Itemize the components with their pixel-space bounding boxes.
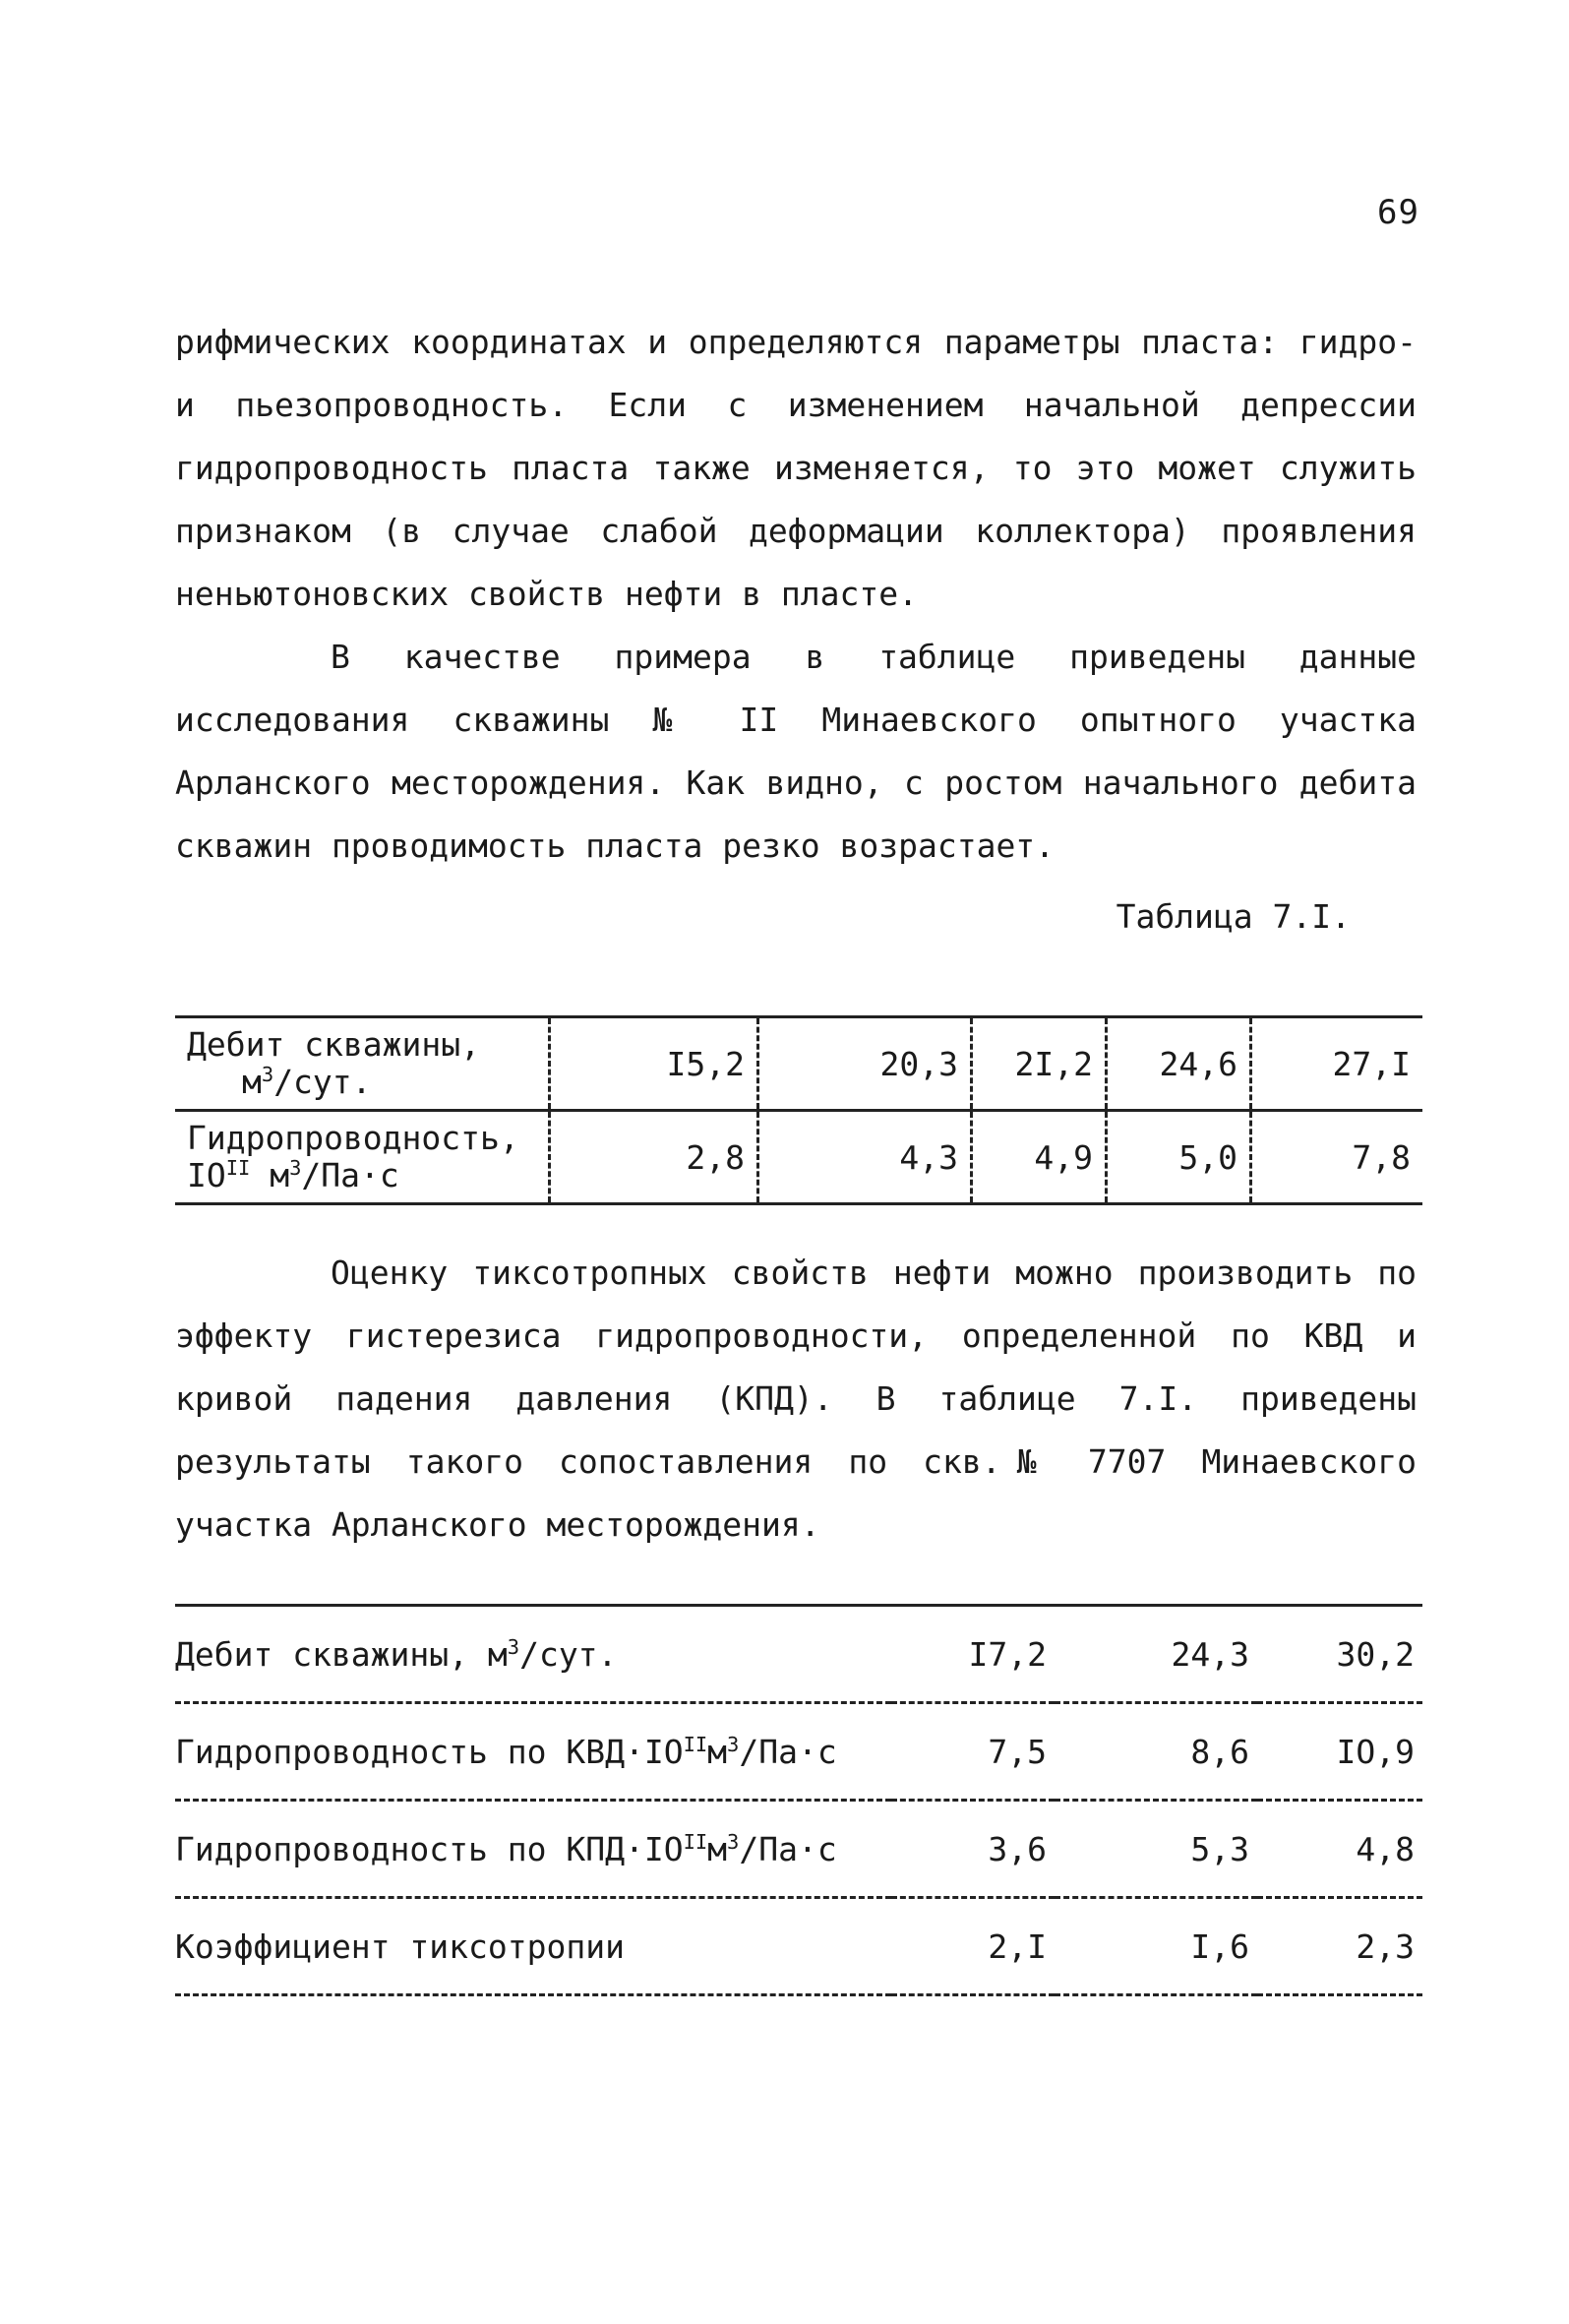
unit-sup: 3 xyxy=(507,1634,520,1659)
cell-value: 30,2 xyxy=(1257,1606,1422,1703)
paragraph-3: Оценку тиксотропных свойств нефти можно производить по эффекту гистерезиса гидропроводности, определенной по КВД и кривой падения давления (КПД). В таблице 7.I. приведены результаты такого сопоставления по скв.№ 7707 Минаевского участка Арланского месторождения. xyxy=(175,1254,1417,1544)
table-row xyxy=(175,1898,1422,1995)
cell-value: I7,2 xyxy=(891,1606,1055,1703)
unit-rest: /сут. xyxy=(273,1063,372,1101)
page-number: 69 xyxy=(1377,193,1419,232)
label-text: м xyxy=(707,1829,728,1868)
label-text: Гидропроводность, xyxy=(187,1119,519,1157)
cell-value: 4,9 xyxy=(972,1111,1107,1204)
cell-value: I5,2 xyxy=(550,1017,758,1111)
row-label xyxy=(175,1606,891,1703)
table-row xyxy=(175,1703,1422,1801)
cell-value: 3,6 xyxy=(891,1801,1055,1898)
cell-value: 4,8 xyxy=(1257,1801,1422,1898)
cell-value: 2,3 xyxy=(1257,1898,1422,1995)
cell-value: 8,6 xyxy=(1055,1703,1257,1801)
row-label xyxy=(175,1703,891,1801)
unit-sup: 3 xyxy=(261,1063,274,1086)
cell-value: 20,3 xyxy=(758,1017,972,1111)
cell-value: 24,6 xyxy=(1107,1017,1251,1111)
label-text: Гидропроводность по КВД·IO xyxy=(175,1732,684,1771)
cell-value: 2,I xyxy=(891,1898,1055,1995)
label-text: /сут. xyxy=(519,1634,618,1674)
row-label-debit xyxy=(175,1017,550,1111)
unit-sup: 3 xyxy=(727,1732,740,1756)
label-text: Гидропроводность по КПД·IO xyxy=(175,1829,684,1868)
unit-sup: 3 xyxy=(727,1829,740,1854)
cell-value: 2,8 xyxy=(550,1111,758,1204)
row-label: Коэффициент тиксотропии xyxy=(175,1898,891,1995)
label-text: /Па·с xyxy=(739,1732,837,1771)
table-caption: Таблица 7.I. xyxy=(1116,897,1351,936)
table-7-1 xyxy=(175,1015,1422,1205)
cell-value: 5,0 xyxy=(1107,1111,1251,1204)
unit-m: м xyxy=(242,1063,262,1101)
cell-value: 7,5 xyxy=(891,1703,1055,1801)
pow-exp: II xyxy=(683,1732,708,1756)
paragraph-1: рифмических координатах и определяются параметры пласта: гидро- и пьезопроводность. Если с изменением начальной депрессии гидропроводность пласта также изменяется, то это может служить признаком (в случае слабой деформации коллектора) проявления неньютоновских свойств нефти в пласте. xyxy=(175,323,1417,613)
pow-exp: II xyxy=(225,1156,251,1180)
cell-value: 24,3 xyxy=(1055,1606,1257,1703)
label-text: Дебит скважины, м xyxy=(175,1634,508,1674)
pow-base: IO xyxy=(187,1156,226,1194)
cell-value: 5,3 xyxy=(1055,1801,1257,1898)
row-label xyxy=(175,1801,891,1898)
cell-value: 2I,2 xyxy=(972,1017,1107,1111)
paragraph-2: В качестве примера в таблице приведены данные исследования скважины № II Минаевского опытного участка Арланского месторождения. Как видно, с ростом начального дебита скважин проводимость пласта резко возрастает. xyxy=(175,638,1417,865)
cell-value: 7,8 xyxy=(1251,1111,1423,1204)
pow-exp: II xyxy=(683,1829,708,1854)
label-text: м xyxy=(707,1732,728,1771)
unit-m: м xyxy=(250,1156,290,1194)
row-label-hydro xyxy=(175,1111,550,1204)
unit-sup: 3 xyxy=(289,1156,302,1180)
label-unit xyxy=(187,1063,372,1101)
label-text: /Па·с xyxy=(739,1829,837,1868)
table-row xyxy=(175,1017,1422,1111)
cell-value: IO,9 xyxy=(1257,1703,1422,1801)
cell-value: 27,I xyxy=(1251,1017,1423,1111)
table-row xyxy=(175,1111,1422,1204)
table-row xyxy=(175,1801,1422,1898)
cell-value: 4,3 xyxy=(758,1111,972,1204)
label-text: Дебит скважины, xyxy=(187,1025,481,1064)
cell-value: I,6 xyxy=(1055,1898,1257,1995)
table-row xyxy=(175,1606,1422,1703)
table-kvd-kpd xyxy=(175,1604,1422,1996)
unit-rest: /Па·с xyxy=(301,1156,399,1194)
